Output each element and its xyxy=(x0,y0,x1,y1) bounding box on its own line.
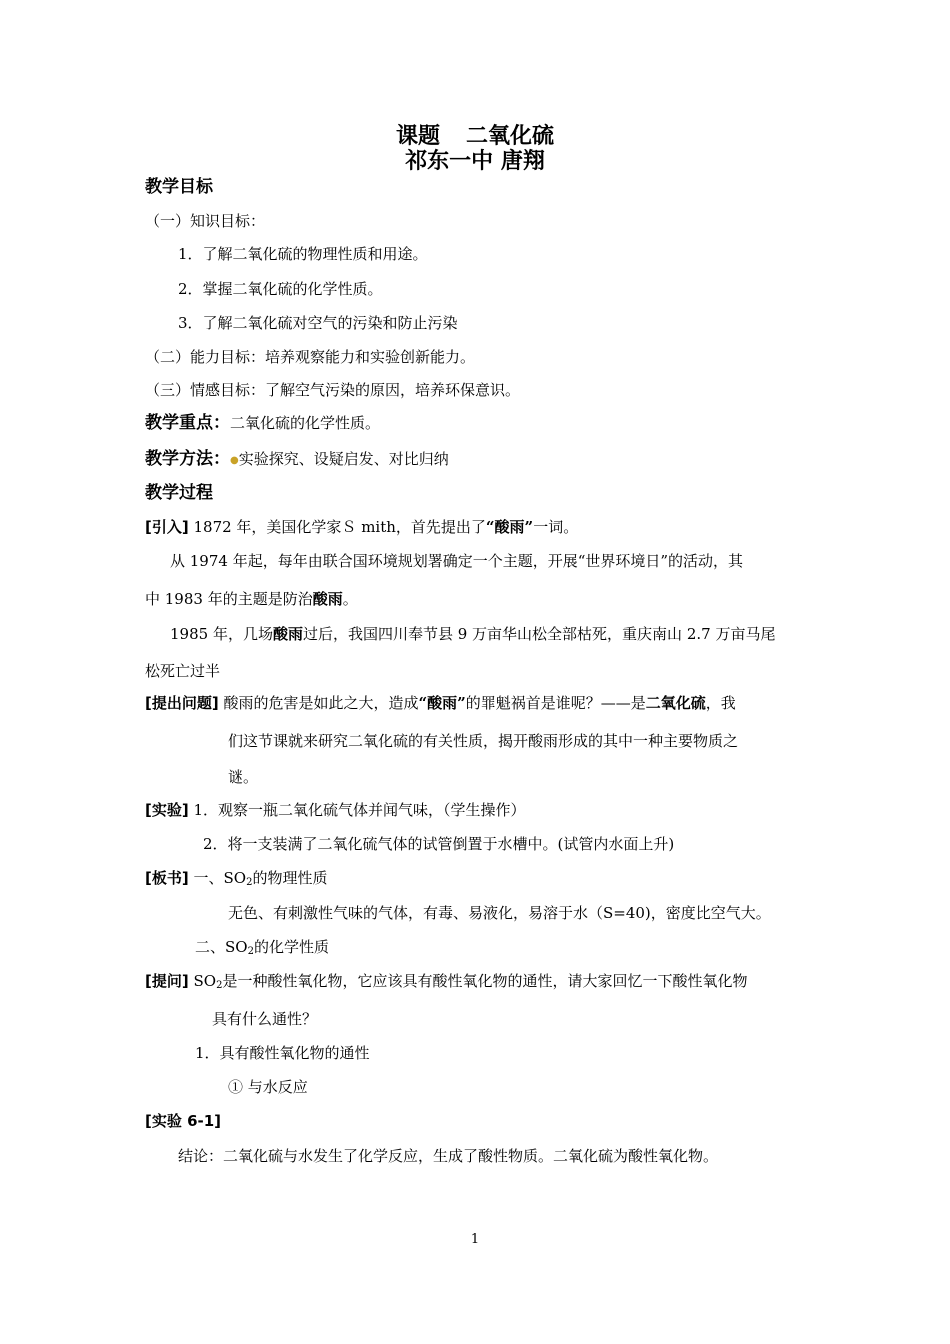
method-text: 实验探究、设疑启发、对比归纳 xyxy=(238,450,449,468)
p2-text-c: 过后，我国四川奉节县 9 万亩华山松全部枯死，重庆南山 2.7 万亩马尾 xyxy=(302,625,776,643)
paragraph-2-line-2: 松死亡过半 xyxy=(145,662,221,680)
teaching-focus xyxy=(145,413,380,433)
ask-paragraph xyxy=(145,971,747,991)
question-so2: 二氧化硫 xyxy=(645,694,706,712)
paragraph-1-line-2 xyxy=(145,589,358,609)
page-number: 1 xyxy=(470,1232,480,1247)
conclusion: 结论：二氧化硫与水发生了化学反应，生成了酸性物质。二氧化硫为酸性氧化物。 xyxy=(178,1147,719,1165)
paragraph-1-line-1: 从 1974 年起，每年由联合国环境规划署确定一个主题，开展“世界环境日”的活动，其 xyxy=(170,552,744,570)
author-line: 祁东一中 唐翔 xyxy=(405,149,545,174)
board-physical-a: 一、SO xyxy=(188,869,247,887)
question-tag: [提出问题] xyxy=(145,694,219,712)
ask-item-1: 1．具有酸性氧化物的通性 xyxy=(195,1044,370,1062)
physical-properties: 无色、有刺激性气味的气体，有毒、易液化，易溶于水（S=40)，密度比空气大。 xyxy=(228,904,771,922)
board-sub-1: 2 xyxy=(246,877,253,888)
ask-text-b: 是一种酸性氧化物，它应该具有酸性氧化物的通性，请大家回忆一下酸性氧化物 xyxy=(222,972,748,990)
p2-acid-rain: 酸雨 xyxy=(272,625,303,643)
goals-heading: 教学目标 xyxy=(145,177,213,197)
ask-line-2: 具有什么通性？ xyxy=(212,1010,318,1028)
board-chemical-b: 的化学性质 xyxy=(253,938,329,956)
intro-paragraph xyxy=(145,517,578,537)
ask-item-1a: ① 与水反应 xyxy=(228,1078,308,1096)
question-acid-rain: “酸雨” xyxy=(418,694,466,712)
knowledge-item-3: 3．了解二氧化硫对空气的污染和防止污染 xyxy=(178,314,458,332)
ask-sub: 2 xyxy=(216,980,223,991)
ability-goal: （二）能力目标：培养观察能力和实验创新能力。 xyxy=(145,348,476,366)
board-paragraph xyxy=(145,868,327,888)
board-sub-2: 2 xyxy=(247,946,254,957)
paragraph-2-line-1 xyxy=(170,624,775,644)
method-label: 教学方法： xyxy=(145,449,230,469)
focus-label: 教学重点： xyxy=(145,413,230,433)
p2-text-a: 1985 年，几场 xyxy=(170,625,273,643)
knowledge-goal-label: （一）知识目标： xyxy=(145,212,266,230)
question-line-2: 们这节课就来研究二氧化硫的有关性质，揭开酸雨形成的其中一种主要物质之 xyxy=(228,732,739,750)
board-chemical-a: 二、SO xyxy=(195,938,248,956)
title-label: 课题 xyxy=(395,124,440,149)
p1-text-c: 。 xyxy=(342,590,358,608)
focus-text: 二氧化硫的化学性质。 xyxy=(230,414,381,432)
marker-dot-icon: ● xyxy=(230,455,239,466)
ask-text-a: SO xyxy=(188,972,217,990)
p1-text-a: 中 1983 年的主题是防治 xyxy=(145,590,313,608)
ask-tag: [提问] xyxy=(145,972,189,990)
knowledge-item-1: 1．了解二氧化硫的物理性质和用途。 xyxy=(178,245,428,263)
teaching-method xyxy=(145,449,449,471)
question-paragraph xyxy=(145,693,736,713)
board-tag: [板书] xyxy=(145,869,189,887)
question-line-3: 谜。 xyxy=(228,768,259,786)
knowledge-item-2: 2．掌握二氧化硫的化学性质。 xyxy=(178,280,383,298)
intro-tag: [引入] xyxy=(145,518,189,536)
board-chemical xyxy=(195,937,329,957)
intro-acid-rain: “酸雨” xyxy=(485,518,534,536)
p1-acid-rain: 酸雨 xyxy=(312,590,343,608)
intro-text-2: 一词。 xyxy=(533,518,579,536)
page-title xyxy=(0,124,950,150)
experiment-paragraph xyxy=(145,800,526,820)
question-text-3: ，我 xyxy=(705,694,736,712)
experiment-item-1: 1．观察一瓶二氧化硫气体并闻气味，（学生操作） xyxy=(188,801,526,819)
board-physical-b: 的物理性质 xyxy=(252,869,328,887)
experiment-tag: [实验] xyxy=(145,801,189,819)
title-topic: 二氧化硫 xyxy=(466,124,555,149)
intro-text-1: 1872 年，美国化学家Ｓ mith，首先提出了 xyxy=(188,518,486,536)
experiment-item-2: 2．将一支装满了二氧化硫气体的试管倒置于水槽中。(试管内水面上升) xyxy=(203,835,675,853)
experiment-6-1-tag: [实验 6-1] xyxy=(145,1112,222,1130)
question-text-1: 酸雨的危害是如此之大，造成 xyxy=(218,694,419,712)
process-heading: 教学过程 xyxy=(145,483,213,503)
question-text-2: 的罪魁祸首是谁呢？——是 xyxy=(465,694,646,712)
emotion-goal: （三）情感目标：了解空气污染的原因，培养环保意识。 xyxy=(145,381,521,399)
